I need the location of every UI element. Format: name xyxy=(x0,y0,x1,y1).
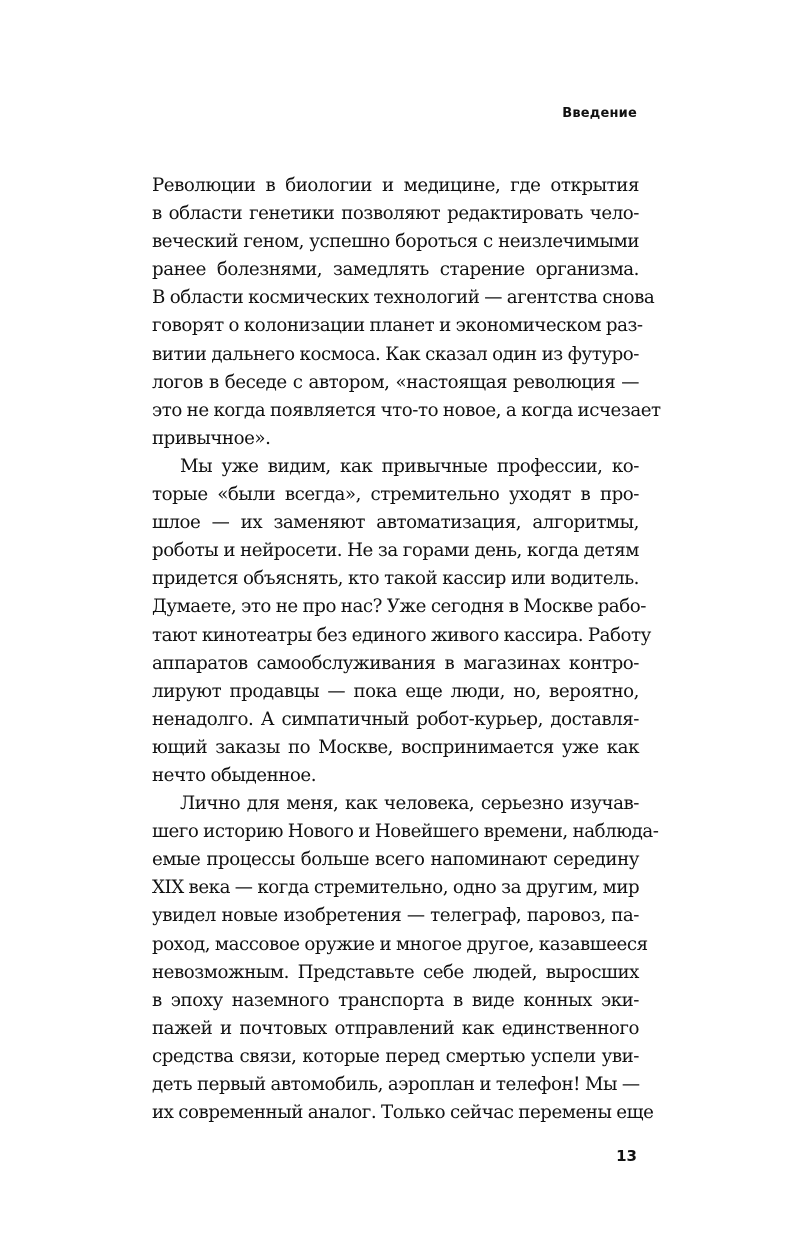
text-line: В области космических технологий — агентства снова xyxy=(152,287,655,309)
paragraph-3 xyxy=(152,790,659,1127)
text-line: средства связи, которые перед смертью успели уви- xyxy=(152,1045,639,1067)
text-line: говорят о колонизации планет и экономическом раз- xyxy=(152,315,643,337)
text-line: Мы уже видим, как привычные профессии, ко- xyxy=(180,455,639,477)
text-line: это не когда появляется что-то новое, а когда исчезает xyxy=(152,399,661,421)
text-line: тают кинотеатры без единого живого кассира. Работу xyxy=(152,624,651,646)
text-line: в области генетики позволяют редактировать чело- xyxy=(152,203,639,225)
text-line: придется объяснять, кто такой кассир или водитель. xyxy=(152,568,639,590)
text-line: аппаратов самообслуживания в магазинах контро- xyxy=(152,652,639,674)
text-line: Лично для меня, как человека, серьезно изучав- xyxy=(180,793,639,815)
text-line: торые «были всегда», стремительно уходят в про- xyxy=(152,484,639,506)
text-line: Революции в биологии и медицине, где открытия xyxy=(152,175,639,196)
text-line: увидел новые изобретения — телеграф, паровоз, па- xyxy=(152,905,639,927)
text-line: XIX века — когда стремительно, одно за другим, мир xyxy=(152,877,640,899)
text-line: Думаете, это не про нас? Уже сегодня в Москве рабо- xyxy=(152,596,646,618)
text-line: ранее болезнями, замедлять старение организма. xyxy=(152,259,639,281)
text-line: лируют продавцы — пока еще люди, но, вероятно, xyxy=(152,680,639,702)
page-number: 13 xyxy=(616,1147,637,1165)
running-head-title: Введение xyxy=(562,106,637,121)
text-line: невозможным. Представьте себе людей, выросших xyxy=(152,961,639,983)
text-line: витии дальнего космоса. Как сказал один из футуро- xyxy=(152,343,639,365)
text-line: в эпоху наземного транспорта в виде конных эки- xyxy=(152,989,639,1011)
text-line: роход, массовое оружие и многое другое, казавшееся xyxy=(152,933,648,955)
text-line: роботы и нейросети. Не за горами день, когда детям xyxy=(152,540,639,562)
paragraph-1 xyxy=(152,172,661,453)
text-line: их современный аналог. Только сейчас перемены еще xyxy=(152,1102,654,1124)
text-line: ненадолго. А симпатичный робот-курьер, доставля- xyxy=(152,708,639,730)
text-line: ющий заказы по Москве, воспринимается уже как xyxy=(152,736,639,758)
text-line: шего историю Нового и Новейшего времени, наблюда- xyxy=(152,821,659,843)
text-line: логов в беседе с автором, «настоящая революция — xyxy=(152,371,639,393)
text-line: веческий геном, успешно бороться с неизлечимыми xyxy=(152,231,639,253)
text-line: пажей и почтовых отправлений как единственного xyxy=(152,1017,639,1039)
paragraph-2 xyxy=(152,453,651,790)
text-line: шлое — их заменяют автоматизация, алгоритмы, xyxy=(152,512,639,534)
body-text xyxy=(152,172,661,1127)
text-line: нечто обыденное. xyxy=(152,764,317,786)
text-line: привычное». xyxy=(152,427,271,449)
text-line: деть первый автомобиль, аэроплан и телефон! Мы — xyxy=(152,1074,640,1095)
text-line: емые процессы больше всего напоминают середину xyxy=(152,849,639,871)
